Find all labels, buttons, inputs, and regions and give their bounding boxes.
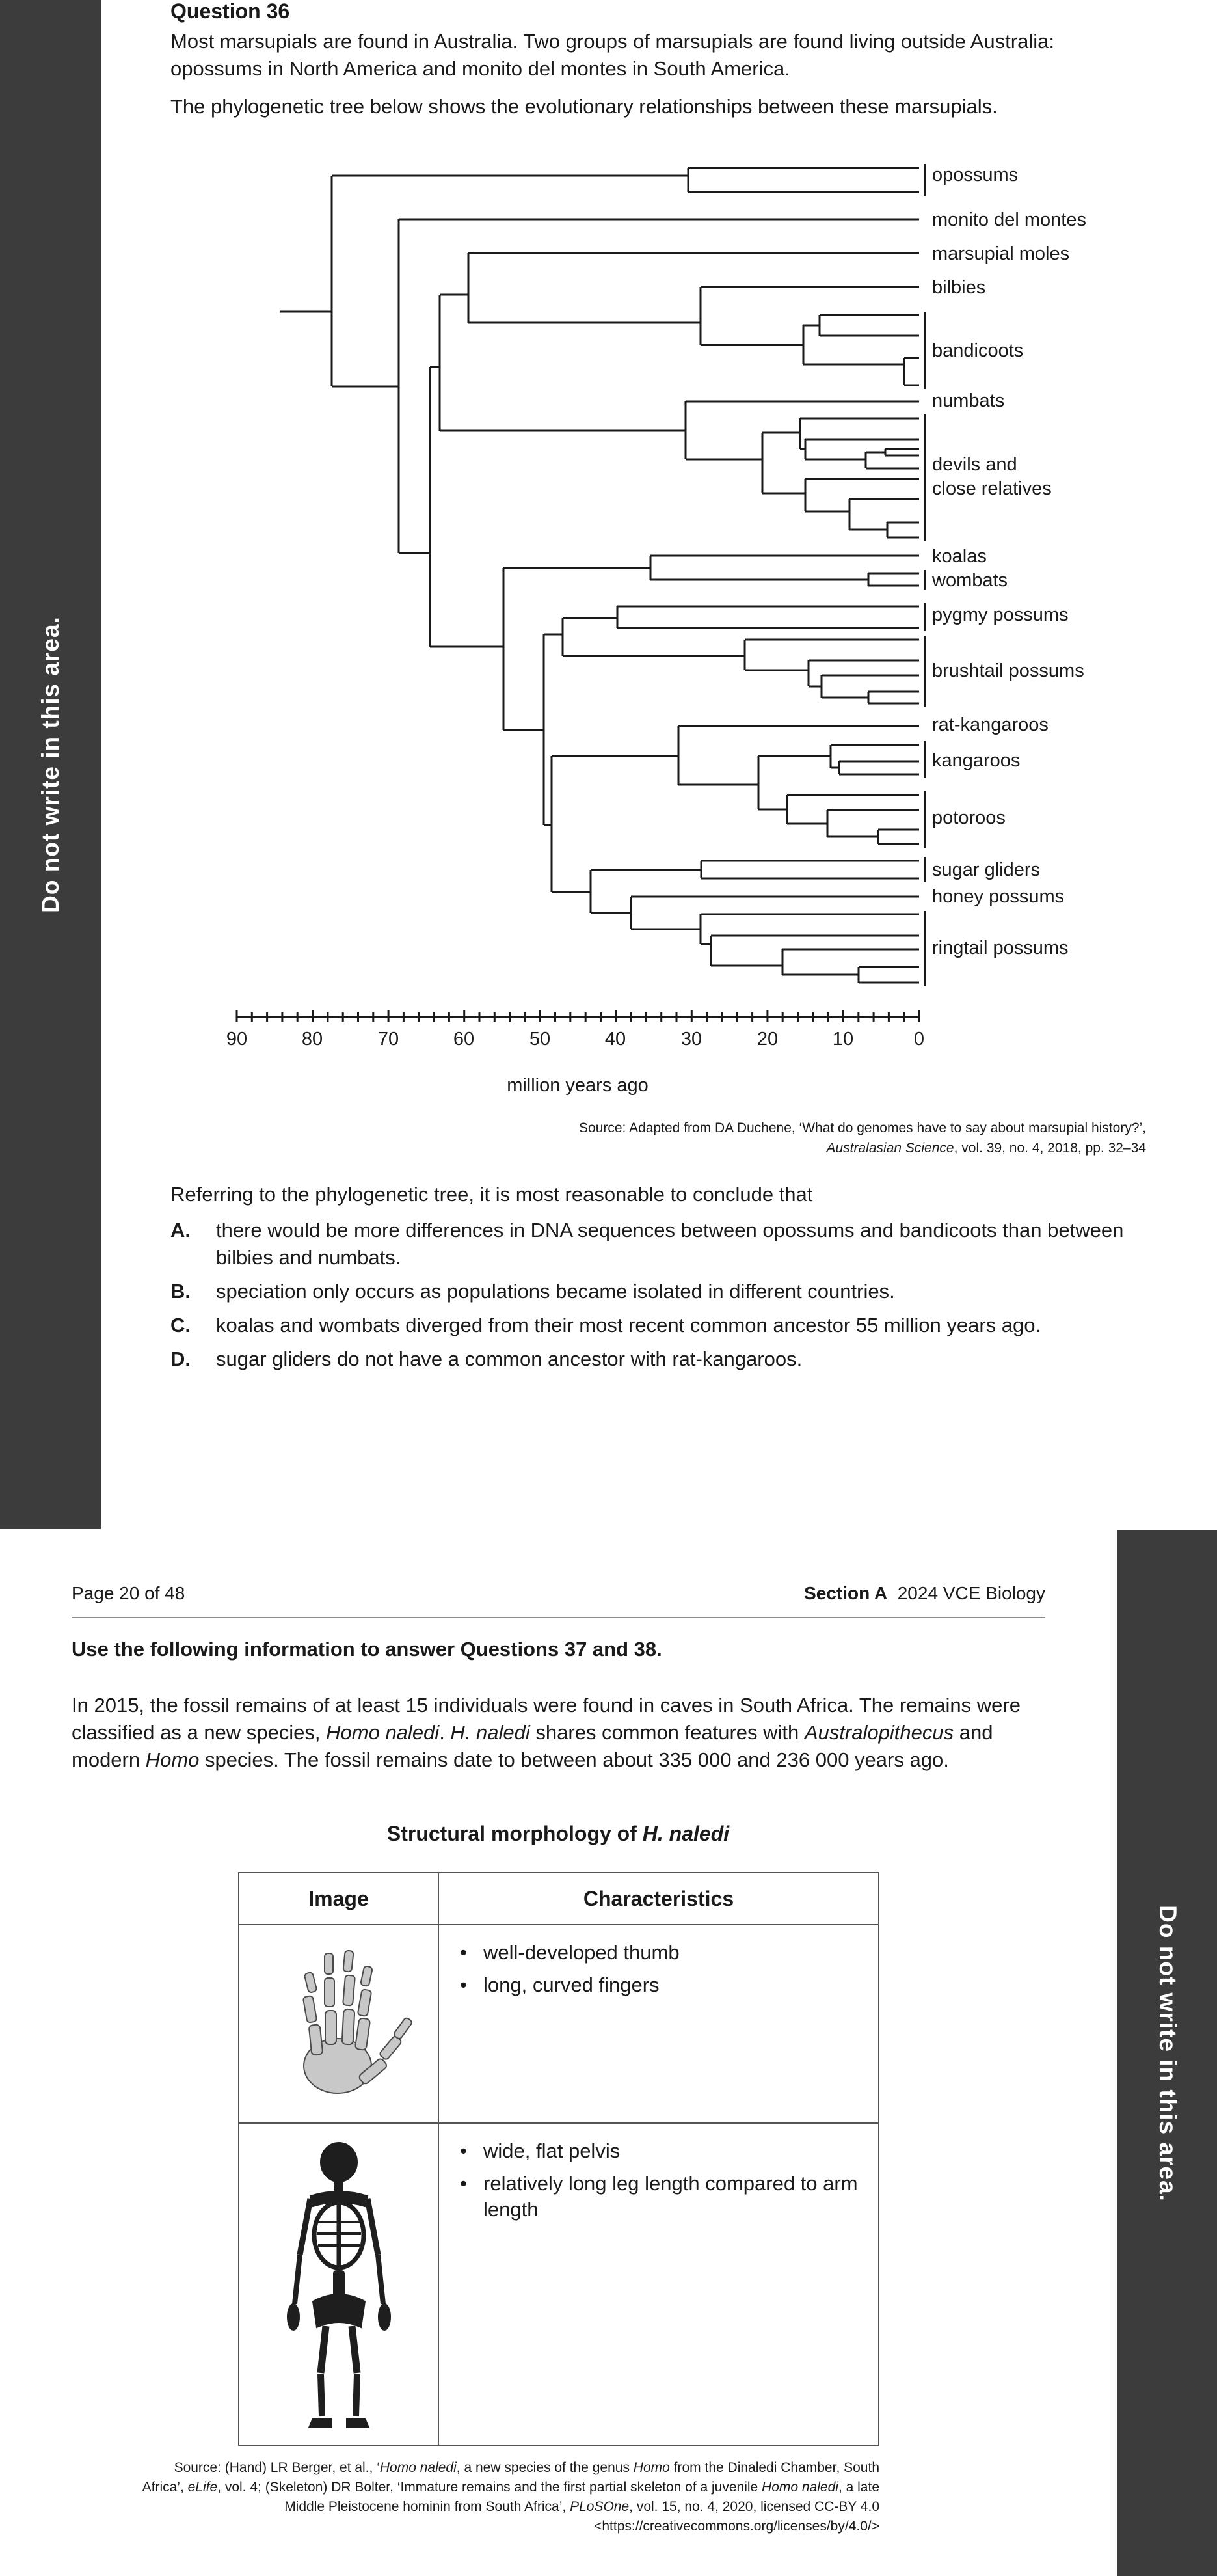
tree-source-citation bbox=[390, 1118, 1146, 1158]
skeleton-image bbox=[240, 2124, 437, 2441]
axis-tick-label: 50 bbox=[529, 1029, 551, 1050]
option-c[interactable] bbox=[170, 1312, 1133, 1339]
option-text: sugar gliders do not have a common ancestor with rat-kangaroos. bbox=[216, 1348, 803, 1370]
option-letter: A. bbox=[170, 1219, 191, 1241]
option-b[interactable] bbox=[170, 1278, 1133, 1305]
question-paragraph: Most marsupials are found in Australia. Two groups of marsupials are found living outside Australia: opossums in North America and monito del montes in South America. bbox=[170, 30, 1054, 80]
axis-tick-label: 80 bbox=[301, 1029, 323, 1050]
axis-tick-label: 30 bbox=[680, 1029, 702, 1050]
bullet-icon: • bbox=[460, 2172, 467, 2195]
citation-line bbox=[390, 1138, 1146, 1158]
list-item: • relatively long leg length compared to arm length bbox=[460, 2171, 878, 2223]
page-header bbox=[72, 1583, 1045, 1618]
option-a[interactable] bbox=[170, 1217, 1133, 1271]
axis-tick-label: 90 bbox=[226, 1029, 248, 1050]
journal-title: Australasian Science bbox=[826, 1141, 954, 1156]
citation-detail: , vol. 39, no. 4, 2018, pp. 32–34 bbox=[954, 1141, 1146, 1156]
label-koalas: koalas bbox=[932, 546, 987, 567]
bullet-icon: • bbox=[460, 1941, 467, 1964]
label-devils-line2: close relatives bbox=[932, 478, 1052, 499]
tree-branches bbox=[280, 168, 919, 983]
skeleton-image-cell bbox=[239, 2123, 438, 2445]
option-letter: D. bbox=[170, 1348, 191, 1370]
info-paragraph: In 2015, the fossil remains of at least 15 individuals were found in caves in South Africa. The remains were classified as a new species, Homo naledi. H. naledi shares common features with Australopithecus and modern Homo species. The fossil remains date to between about 335 000 and 236 000 years ago. bbox=[72, 1694, 1021, 1771]
skeleton-characteristics bbox=[438, 2123, 879, 2445]
option-text: koalas and wombats diverged from their most recent common ancestor 55 million years ago. bbox=[216, 1314, 1041, 1336]
option-text: speciation only occurs as populations became isolated in different countries. bbox=[216, 1280, 895, 1303]
citation-line: Source: Adapted from DA Duchene, ‘What do genomes have to say about marsupial history?’, bbox=[579, 1120, 1146, 1135]
label-devils-line1: devils and bbox=[932, 454, 1017, 475]
answer-options bbox=[170, 1217, 1133, 1379]
col-header-image: Image bbox=[239, 1873, 438, 1925]
axis-label: million years ago bbox=[507, 1075, 649, 1096]
hand-characteristics bbox=[438, 1925, 879, 2123]
axis-tick-label: 20 bbox=[756, 1029, 779, 1050]
hand-skeleton-image bbox=[240, 1926, 437, 2119]
option-text: there would be more differences in DNA sequences between opossums and bandicoots than between bilbies and numbats. bbox=[216, 1219, 1124, 1269]
label-kangaroos: kangaroos bbox=[932, 750, 1021, 771]
label-pygmy-possums: pygmy possums bbox=[932, 604, 1069, 625]
table-title: Structural morphology of H. naledi bbox=[386, 1822, 730, 1845]
option-letter: B. bbox=[170, 1280, 191, 1303]
list-item: • well-developed thumb bbox=[460, 1940, 878, 1966]
info-intro: Use the following information to answer Questions 37 and 38. bbox=[72, 1638, 662, 1661]
option-letter: C. bbox=[170, 1314, 191, 1336]
question-paragraph: The phylogenetic tree below shows the evolutionary relationships between these marsupials. bbox=[170, 95, 998, 118]
label-opossums: opossums bbox=[932, 165, 1019, 185]
do-not-write-text: Do not write in this area. bbox=[1154, 1905, 1181, 2202]
table-source-citation: Source: (Hand) LR Berger, et al., ‘Homo naledi, a new species of the genus Homo from the Dinaledi Chamber, South Africa’, eLife, vol. 4; (Skeleton) DR Bolter, ‘Immature remains and the first partial skeleton of a juvenile Homo naledi, a late Middle Pleistocene hominin from South Africa’, PLoSOne, vol. 15, no. 4, 2020, licensed CC-BY 4.0 <https://creativecommons.org/licenses/by/4.0/> bbox=[142, 2460, 879, 2534]
bullet-icon: • bbox=[460, 2139, 467, 2162]
do-not-write-bar-right bbox=[1117, 1530, 1217, 2576]
section-label: Section A 2024 VCE Biology bbox=[804, 1583, 1045, 1603]
page-number: Page 20 of 48 bbox=[72, 1583, 185, 1603]
label-numbats: numbats bbox=[932, 390, 1005, 411]
label-ringtail-possums: ringtail possums bbox=[932, 938, 1069, 958]
axis-tick-label: 40 bbox=[604, 1029, 626, 1050]
label-marsupial-moles: marsupial moles bbox=[932, 243, 1070, 264]
label-monito-del-montes: monito del montes bbox=[932, 210, 1086, 230]
list-item: • long, curved fingers bbox=[460, 1972, 878, 1998]
label-wombats: wombats bbox=[932, 570, 1008, 591]
question-title: Question 36 bbox=[170, 0, 290, 23]
table-header-row bbox=[239, 1873, 879, 1925]
label-potoroos: potoroos bbox=[932, 807, 1006, 828]
axis-tick-label: 0 bbox=[913, 1029, 925, 1050]
label-brushtail-possums: brushtail possums bbox=[932, 660, 1084, 681]
list-item: • wide, flat pelvis bbox=[460, 2138, 878, 2164]
label-sugar-gliders: sugar gliders bbox=[932, 860, 1041, 880]
do-not-write-text: Do not write in this area. bbox=[36, 616, 64, 913]
question-prompt: Referring to the phylogenetic tree, it is most reasonable to conclude that bbox=[170, 1183, 813, 1206]
label-bilbies: bilbies bbox=[932, 277, 986, 298]
label-rat-kangaroos: rat-kangaroos bbox=[932, 714, 1049, 735]
bullet-icon: • bbox=[460, 1973, 467, 1996]
label-bandicoots: bandicoots bbox=[932, 340, 1024, 361]
table-row bbox=[239, 2123, 879, 2445]
option-d[interactable] bbox=[170, 1346, 1133, 1373]
hand-image-cell bbox=[239, 1925, 438, 2123]
col-header-characteristics: Characteristics bbox=[438, 1873, 879, 1925]
axis-minor-ticks bbox=[237, 1010, 919, 1022]
axis-tick-label: 70 bbox=[377, 1029, 399, 1050]
axis-tick-label: 10 bbox=[832, 1029, 854, 1050]
label-honey-possums: honey possums bbox=[932, 886, 1065, 907]
axis-tick-label: 60 bbox=[453, 1029, 475, 1050]
phylogenetic-tree bbox=[0, 0, 1217, 1171]
morphology-table bbox=[238, 1872, 879, 2446]
table-row bbox=[239, 1925, 879, 2123]
